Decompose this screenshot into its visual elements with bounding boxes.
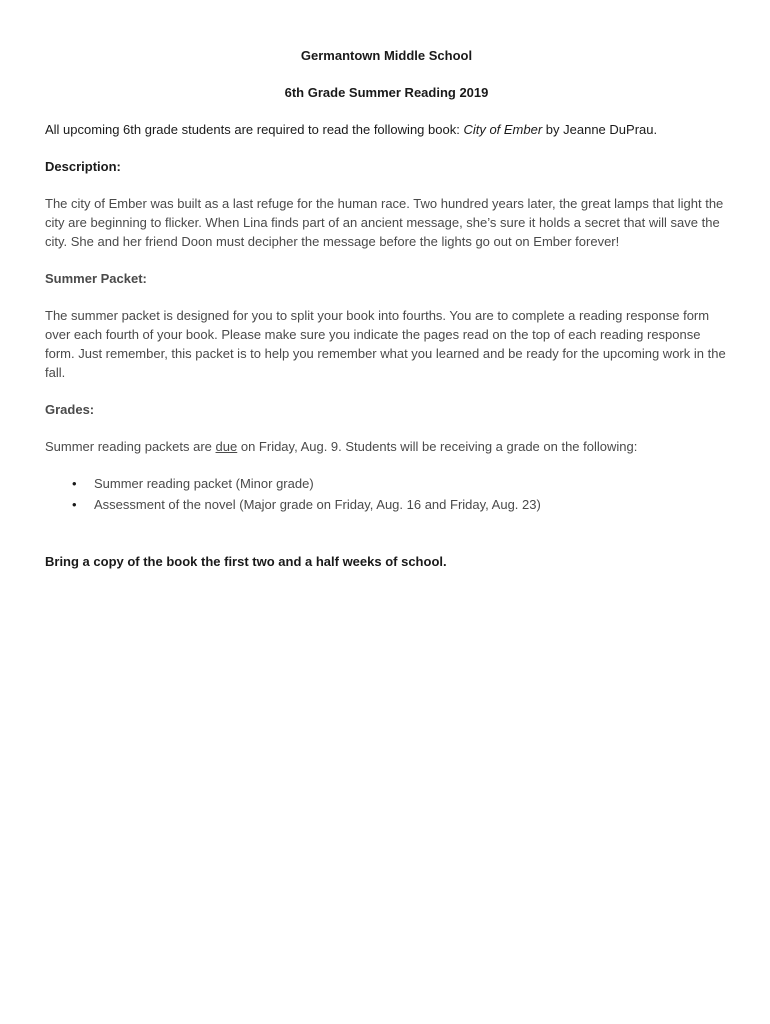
summer-packet-heading: Summer Packet: [45, 271, 147, 286]
intro-paragraph [45, 120, 728, 139]
list-item-text: Assessment of the novel (Major grade on Friday, Aug. 16 and Friday, Aug. 23) [94, 497, 541, 512]
document-page [45, 46, 728, 571]
description-heading: Description: [45, 159, 121, 174]
grades-text [45, 437, 728, 456]
document-title: 6th Grade Summer Reading 2019 [284, 85, 489, 100]
grades-list [45, 474, 728, 514]
book-title: City of Ember [463, 122, 543, 137]
description-text: The city of Ember was built as a last refuge for the human race. Two hundred years later, the great lamps that light the city are beginning to flicker. When Lina finds part of an ancient message, she’s sure it holds a secret that will save the city. She and her friend Doon must decipher the message before the lights go out on Ember forever! [45, 196, 724, 249]
summer-packet-text: The summer packet is designed for you to split your book into fourths. You are to complete a reading response form over each fourth of your book. Please make sure you indicate the pages read on the top of each reading response form. Just remember, this packet is to help you remember what you learned and be ready for the upcoming work in the fall. [45, 308, 726, 380]
bullet-icon: • [72, 497, 77, 512]
list-item-text: Summer reading packet (Minor grade) [94, 476, 314, 491]
grades-text-after: on Friday, Aug. 9. Students will be receiving a grade on the following: [237, 439, 638, 454]
school-name: Germantown Middle School [300, 48, 473, 63]
grades-text-before: Summer reading packets are [45, 439, 216, 454]
intro-text: All upcoming 6th grade students are required to read the following book: [45, 122, 464, 137]
intro-author: by Jeanne DuPrau. [542, 122, 658, 137]
due-word: due [215, 439, 238, 454]
grades-heading: Grades: [45, 402, 95, 417]
bullet-icon: • [72, 476, 77, 491]
closing-note: Bring a copy of the book the first two and a half weeks of school. [45, 554, 447, 569]
list-item [72, 495, 728, 514]
list-item [72, 474, 728, 493]
